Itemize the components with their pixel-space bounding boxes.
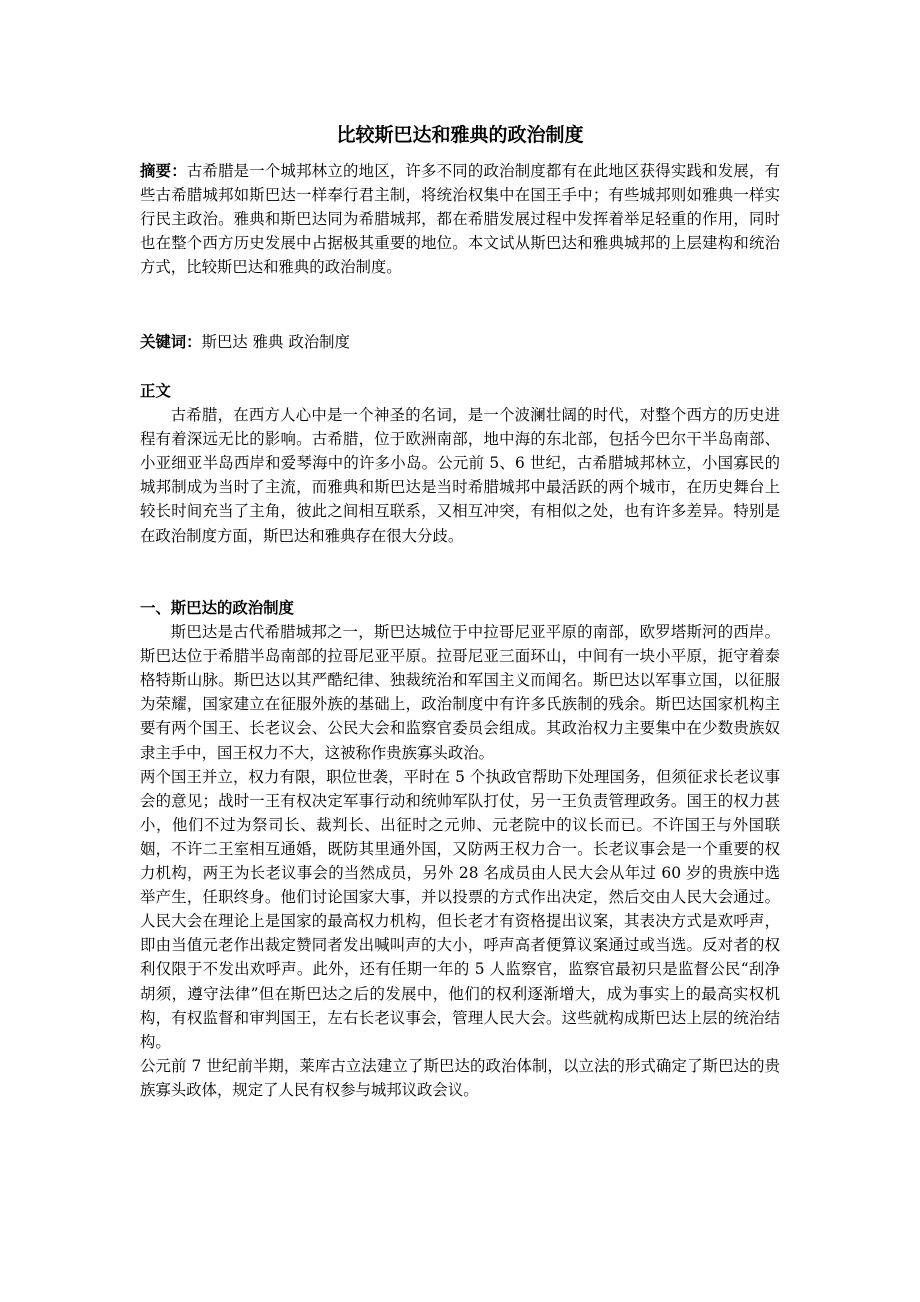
section-sparta	[140, 596, 780, 1102]
keywords	[140, 330, 780, 354]
document-title: 比较斯巴达和雅典的政治制度	[336, 124, 584, 146]
section-paragraph-2: 两个国王并立，权力有限，职位世袭，平时在 5 个执政官帮助下处理国务，但须征求长老议事会的意见；战时一王有权决定军事行动和统帅军队打仗，另一王负责管理政务。国王的权力甚小，他们不过为祭司长、裁判长、出征时之元帅、元老院中的议长而已。不许国王与外国联姻，不许二王室相互通婚，既防其里通外国，又防两王权力合一。长老议事会是一个重要的权力机构，两王为长老议事会的当然成员，另外 28 名成员由人民大会从年过 60 岁的贵族中选举产生，任职终身。他们讨论国家大事，并以投票的方式作出决定，然后交由人民大会通过。人民大会在理论上是国家的最高权力机构，但长老才有资格提出议案，其表决方式是欢呼声，即由当值元老作出裁定赞同者发出喊叫声的大小，呼声高者便算议案通过或当选。反对者的权利仅限于不发出欢呼声。此外，还有任期一年的 5 人监察官，监察官最初只是监督公民“刮净胡须，遵守法律”但在斯巴达之后的发展中，他们的权利逐渐增大，成为事实上的最高实权机构，有权监督和审判国王，左右长老议事会，管理人民大会。这些就构成斯巴达上层的统治结构。	[140, 767, 780, 1051]
abstract-label: 摘要：	[140, 162, 187, 180]
body-paragraph: 古希腊，在西方人心中是一个神圣的名词，是一个波澜壮阔的时代，对整个西方的历史进程有着深远无比的影响。古希腊，位于欧洲南部，地中海的东北部，包括今巴尔干半岛南部、小亚细亚半岛西岸和爱琴海中的许多小岛。公元前 5、6 世纪，古希腊城邦林立，小国寡民的城邦制成为当时了主流，而雅典和斯巴达是当时希腊城邦中最活跃的两个城市，在历史舞台上较长时间充当了主角，彼此之间相互联系，又相互冲突，有相似之处，也有许多差异。特别是在政治制度方面，斯巴达和雅典存在很大分歧。	[140, 406, 780, 545]
section-paragraph-1: 斯巴达是古代希腊城邦之一，斯巴达城位于中拉哥尼亚平原的南部，欧罗塔斯河的西岸。斯巴达位于希腊半岛南部的拉哥尼亚平原。拉哥尼亚三面环山，中间有一块小平原，扼守着泰格特斯山脉。斯巴达以其严酷纪律、独裁统治和军国主义而闻名。斯巴达以军事立国，以征服为荣耀，国家建立在征服外族的基础上，政治制度中有许多氏族制的残余。斯巴达国家机构主要有两个国王、长老议会、公民大会和监察官委员会组成。其政治权力主要集中在少数贵族奴隶主手中，国王权力不大，这被称作贵族寡头政治。	[140, 623, 780, 762]
body-heading: 正文	[140, 382, 171, 400]
abstract	[140, 159, 780, 279]
body-section	[140, 379, 780, 548]
section-heading: 一、斯巴达的政治制度	[140, 599, 294, 617]
keywords-label: 关键词：	[140, 333, 202, 351]
keywords-text: 斯巴达 雅典 政治制度	[201, 333, 350, 351]
section-paragraph-3: 公元前 7 世纪前半期，莱库古立法建立了斯巴达的政治体制，以立法的形式确定了斯巴达的贵族寡头政体，规定了人民有权参与城邦议政会议。	[140, 1056, 780, 1099]
abstract-text: 古希腊是一个城邦林立的地区，许多不同的政治制度都有在此地区获得实践和发展，有些古希腊城邦如斯巴达一样奉行君主制，将统治权集中在国王手中；有些城邦则如雅典一样实行民主政治。雅典和斯巴达同为希腊城邦，都在希腊发展过程中发挥着举足轻重的作用，同时也在整个西方历史发展中占据极其重要的地位。本文试从斯巴达和雅典城邦的上层建构和统治方式，比较斯巴达和雅典的政治制度。	[140, 162, 780, 277]
